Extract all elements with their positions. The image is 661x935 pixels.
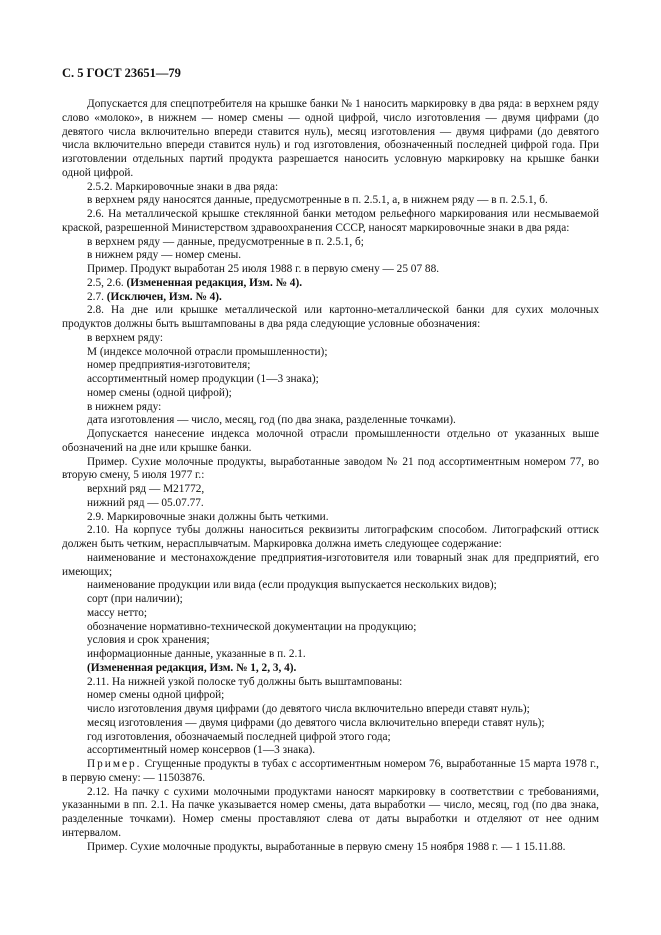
list-item: сорт (при наличии); — [87, 593, 183, 605]
example-paragraph — [62, 758, 599, 786]
list-item: год изготовления, обозначаемый последней цифрой этого года; — [87, 730, 391, 743]
list-item: ассортиментный номер продукции (1—3 знака); — [87, 373, 319, 385]
example-text: Сгущенные продукты в тубах с ассортиментным номером 76, выработанные 15 марта 1978 г., в первую смену: — 11503876. — [62, 758, 600, 784]
clause-number: 2.7. — [87, 290, 104, 303]
list-item: информационные данные, указанные в п. 2.1. — [87, 648, 306, 660]
paragraph: в нижнем ряду: — [87, 400, 162, 413]
list-item: массу нетто; — [87, 606, 148, 619]
list-item: номер предприятия-изготовителя; — [87, 359, 251, 372]
paragraph: Допускается для спецпотребителя на крышке банки № 1 наносить маркировку в два ряда: в верхнем ряду слово «молоко», в нижнем — номер смены — одной цифрой, число изготовления — двумя цифрами (до девятого числа включительно впереди ставится нуль), месяц изготовления — двумя цифрами (до девятого числа включительно впереди ставится нуль) и год изготовления, обозначенный последней цифрой года. При изготовлении отдельных партий продукта разрешается наносить условную маркировку на крышке банки одной цифрой. — [62, 98, 599, 179]
list-item: наименование и местонахождение предприятия-изготовителя или товарный знак для предприятий, его имеющих; — [62, 551, 599, 578]
revision-text: (Измененная редакция, Изм. № 4). — [126, 276, 303, 289]
example-label: Пример. — [87, 758, 142, 770]
list-item: наименование продукции или вида (если продукция выпускается нескольких видов); — [87, 579, 497, 592]
list-item: дата изготовления — число, месяц, год (по два знака, разделенные точками). — [87, 414, 456, 427]
document-body — [62, 98, 599, 854]
revision-text: (Исключен, Изм. № 4). — [106, 290, 222, 303]
paragraph: 2.5.2. Маркировочные знаки в два ряда: — [87, 180, 279, 193]
list-item: верхний ряд — М21772, — [87, 483, 205, 495]
clause-number: 2.5, 2.6. — [87, 276, 124, 289]
paragraph: 2.10. На корпусе тубы должны наноситься реквизиты литографским способом. Литографский оттиск должен быть четким, нерасплывчатым. Маркировка должна иметь следующее содержание: — [62, 524, 599, 550]
paragraph: в верхнем ряду: — [87, 331, 164, 344]
example-paragraph: Пример. Сухие молочные продукты, выработанные в первую смену 15 ноября 1988 г. — 1 15.11.88. — [87, 840, 566, 853]
list-item: М (индексе молочной отрасли промышленности); — [87, 345, 328, 358]
list-item: ассортиментный номер консервов (1—3 знака). — [87, 744, 316, 757]
list-item: условия и срок хранения; — [87, 634, 210, 647]
list-item: нижний ряд — 05.07.77. — [87, 496, 204, 509]
revision-note — [62, 277, 599, 291]
paragraph: 2.8. На дне или крышке металлической или картонно-металлической банки для сухих молочных продуктов должны быть выштампованы в два ряда следующие условные обозначения: — [62, 304, 599, 330]
paragraph: 2.9. Маркировочные знаки должны быть четкими. — [87, 510, 329, 523]
page-header: С. 5 ГОСТ 23651—79 — [62, 66, 181, 80]
paragraph: в нижнем ряду — номер смены. — [87, 249, 242, 262]
paragraph: в верхнем ряду наносятся данные, предусмотренные в п. 2.5.1, а, в нижнем ряду — в п. 2.5.1, б. — [87, 194, 548, 207]
list-item: месяц изготовления — двумя цифрами (до девятого числа включительно впереди ставят нуль); — [87, 716, 545, 729]
revision-note — [62, 291, 599, 305]
revision-note: (Измененная редакция, Изм. № 1, 2, 3, 4). — [87, 661, 297, 674]
paragraph: 2.11. На нижней узкой полоске туб должны быть выштампованы: — [87, 675, 403, 688]
example-paragraph: Пример. Продукт выработан 25 июля 1988 г. в первую смену — 25 07 88. — [87, 263, 440, 275]
paragraph: 2.6. На металлической крышке стеклянной банки методом рельефного маркирования или несмываемой краской, разрешенной Министерством здравоохранения СССР, наносят маркировочные знаки в два ряда: — [62, 208, 599, 234]
paragraph: Допускается нанесение индекса молочной отрасли промышленности отдельно от указанных выше обозначений на дне или крышке банки. — [62, 428, 599, 454]
paragraph: 2.12. На пачку с сухими молочными продуктами наносят маркировку в соответствии с требованиями, указанными в пп. 2.1. На пачке указывается номер смены, дата выработки — число, месяц, год (по два знака, разделенные точками). Номер смены проставляют слева от даты выработки и отделяют от нее одним интервалом. — [62, 785, 599, 839]
list-item: обозначение нормативно-технической документации на продукцию; — [87, 620, 417, 633]
list-item: номер смены (одной цифрой); — [87, 386, 232, 399]
example-paragraph: Пример. Сухие молочные продукты, выработанные заводом № 21 под ассортиментным номером 77, во вторую смену, 5 июля 1977 г.: — [62, 455, 599, 482]
paragraph: в верхнем ряду — данные, предусмотренные в п. 2.5.1, б; — [87, 235, 364, 248]
list-item: число изготовления двумя цифрами (до девятого числа включительно впереди ставят нуль); — [87, 703, 530, 715]
list-item: номер смены одной цифрой; — [87, 689, 225, 702]
